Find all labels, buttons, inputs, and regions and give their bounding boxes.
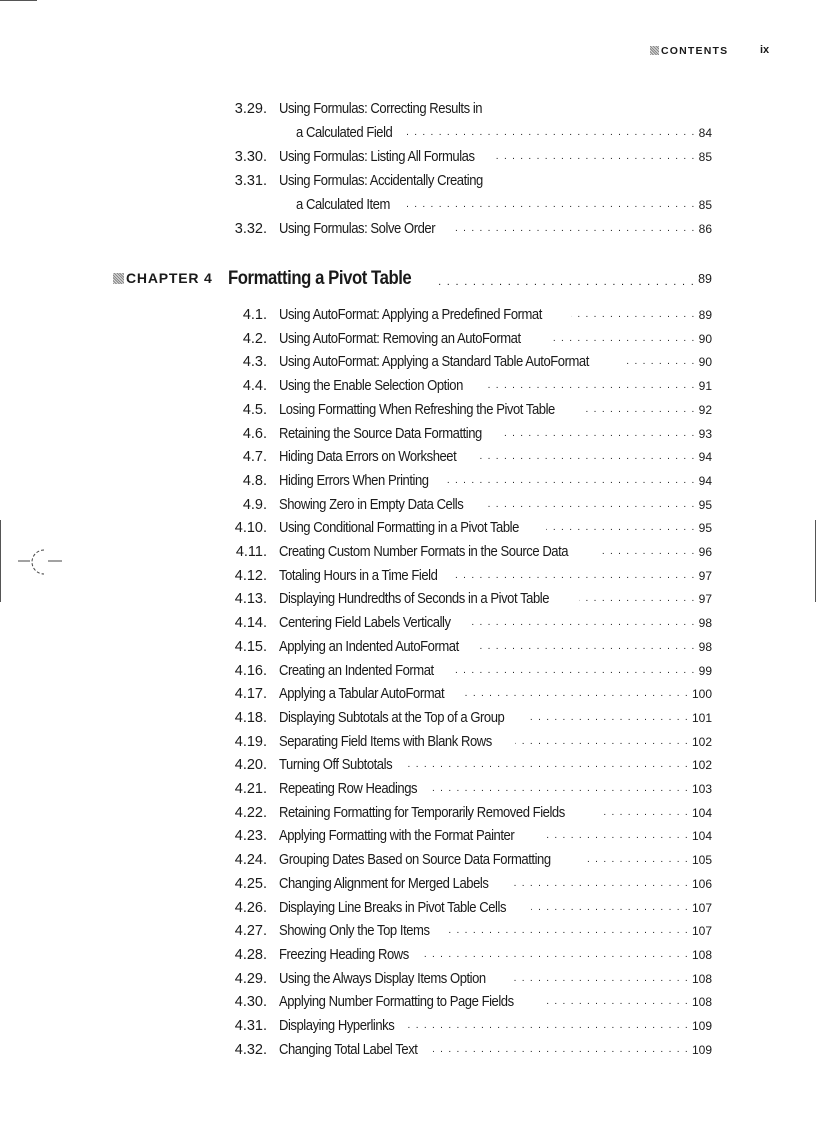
entry-title: Applying a Tabular AutoFormat — [279, 686, 445, 702]
entry-number: 3.30. — [234, 149, 267, 165]
entry-title: Creating an Indented Format — [279, 663, 434, 679]
leader-dots — [407, 1016, 691, 1036]
toc-entry[interactable] — [236, 329, 712, 349]
entry-page-number: 107 — [691, 924, 712, 938]
entry-title: Displaying Line Breaks in Pivot Table Cells — [279, 900, 507, 916]
entry-page-number: 101 — [691, 711, 712, 725]
toc-entry[interactable] — [236, 874, 712, 894]
entry-number: 4.7. — [242, 449, 267, 465]
running-header — [600, 44, 775, 60]
entry-number: 4.27. — [234, 923, 267, 939]
toc-entry[interactable] — [236, 898, 712, 918]
toc-entry[interactable] — [236, 376, 712, 396]
toc-entry[interactable] — [236, 921, 712, 941]
entry-title: Changing Alignment for Merged Labels — [279, 876, 489, 892]
entry-number: 4.23. — [234, 828, 267, 844]
leader-dots — [476, 447, 698, 467]
entry-page-number: 97 — [698, 569, 712, 583]
toc-entry[interactable] — [236, 850, 712, 870]
toc-entry[interactable] — [236, 352, 712, 372]
leader-dots — [463, 684, 691, 704]
chapter-title: Formatting a Pivot Table — [228, 268, 412, 289]
leader-dots — [403, 123, 698, 143]
entry-page-number: 85 — [698, 198, 712, 212]
entry-title: Applying Formatting with the Format Painter — [279, 828, 515, 844]
leader-dots — [445, 471, 697, 491]
entry-number: 4.26. — [234, 900, 267, 916]
leader-dots — [579, 589, 698, 609]
leader-dots — [400, 195, 697, 215]
toc-entry[interactable] — [236, 542, 712, 562]
entry-title: Repeating Row Headings — [279, 781, 418, 797]
entry-page-number: 94 — [698, 474, 712, 488]
entry-number: 4.16. — [234, 663, 267, 679]
entry-title: Losing Formatting When Refreshing the Pivot Table — [279, 402, 555, 418]
entry-number: 4.14. — [234, 615, 267, 631]
leader-dots — [512, 874, 691, 894]
chapter-label-text: CHAPTER 4 — [126, 270, 213, 286]
leader-dots — [484, 495, 698, 515]
toc-entry[interactable] — [236, 969, 712, 989]
entry-number: 4.18. — [234, 710, 267, 726]
entry-page-number: 104 — [691, 829, 712, 843]
leader-dots — [479, 637, 698, 657]
entry-page-number: 97 — [698, 592, 712, 606]
entry-page-number: 108 — [691, 995, 712, 1009]
leader-dots — [436, 266, 697, 292]
entry-number: 4.10. — [234, 520, 267, 536]
entry-number: 4.2. — [242, 331, 267, 347]
toc-entry[interactable] — [236, 637, 712, 657]
entry-page-number: 90 — [698, 355, 712, 369]
entry-title: Showing Only the Top Items — [279, 923, 430, 939]
leader-dots — [455, 566, 698, 586]
toc-entry[interactable] — [236, 732, 712, 752]
leader-dots — [504, 424, 697, 444]
toc-entry[interactable] — [236, 471, 712, 491]
entry-number: 4.31. — [234, 1018, 267, 1034]
entry-title: Showing Zero in Empty Data Cells — [279, 497, 464, 513]
toc-entry[interactable] — [236, 803, 712, 823]
toc-entry[interactable] — [236, 992, 712, 1012]
leader-dots — [548, 329, 698, 349]
entry-title: Creating Custom Number Formats in the Source Data — [279, 544, 569, 560]
entry-number: 4.21. — [234, 781, 267, 797]
toc-entry[interactable] — [236, 779, 712, 799]
entry-number: 4.5. — [242, 402, 267, 418]
leader-dots — [452, 219, 697, 239]
entry-page-number: 108 — [691, 972, 712, 986]
entry-title: Displaying Hyperlinks — [279, 1018, 395, 1034]
entry-title: Displaying Subtotals at the Top of a Group — [279, 710, 505, 726]
leader-dots — [531, 898, 691, 918]
toc-entry[interactable] — [236, 495, 712, 515]
entry-number: 3.29. — [234, 101, 267, 117]
entry-page-number: 106 — [691, 877, 712, 891]
toc-entry[interactable] — [236, 219, 712, 239]
entry-title: Using the Enable Selection Option — [279, 378, 463, 394]
entry-page-number: 98 — [698, 616, 712, 630]
entry-title: Using Formulas: Correcting Results in — [279, 101, 483, 117]
entry-title: Hiding Errors When Printing — [279, 473, 429, 489]
toc-entry[interactable] — [236, 147, 712, 167]
entry-number: 4.20. — [234, 757, 267, 773]
toc-entry[interactable] — [236, 661, 712, 681]
leader-dots — [433, 1040, 691, 1060]
toc-entry[interactable] — [236, 826, 712, 846]
entry-page-number: 94 — [698, 450, 712, 464]
registration-mark-icon — [18, 548, 62, 578]
entry-number: 4.29. — [234, 971, 267, 987]
toc-entry[interactable] — [236, 400, 712, 420]
leader-dots — [483, 376, 697, 396]
leader-dots — [446, 921, 691, 941]
toc-entry[interactable] — [236, 1016, 712, 1036]
entry-number: 4.1. — [242, 307, 267, 323]
leader-dots — [571, 305, 698, 325]
entry-page-number: 102 — [691, 758, 712, 772]
entry-page-number: 103 — [691, 782, 712, 796]
entry-title: Changing Total Label Text — [279, 1042, 418, 1058]
toc-entry[interactable] — [236, 566, 712, 586]
entry-page-number: 99 — [698, 664, 712, 678]
leader-dots — [600, 542, 697, 562]
entry-title: Using Formulas: Solve Order — [279, 221, 436, 237]
entry-number: 4.3. — [242, 354, 267, 370]
leader-dots — [432, 779, 691, 799]
entry-title: Using AutoFormat: Applying a Predefined Format — [279, 307, 542, 323]
leader-dots — [529, 708, 691, 728]
chapter-page-number: 89 — [698, 272, 712, 286]
entry-number: 4.19. — [234, 734, 267, 750]
toc-entry[interactable] — [236, 589, 712, 609]
entry-page-number: 92 — [698, 403, 712, 417]
entry-number: 4.17. — [234, 686, 267, 702]
entry-title: Using AutoFormat: Applying a Standard Table AutoFormat — [279, 354, 589, 370]
leader-dots — [581, 850, 691, 870]
entry-number: 3.31. — [234, 173, 267, 189]
entry-number: 4.25. — [234, 876, 267, 892]
entry-page-number: 95 — [698, 498, 712, 512]
leader-dots — [540, 992, 691, 1012]
entry-number: 4.32. — [234, 1042, 267, 1058]
entry-page-number: 109 — [691, 1019, 712, 1033]
leader-dots — [540, 826, 691, 846]
toc-entry[interactable] — [236, 684, 712, 704]
chapter-title-row[interactable] — [228, 266, 712, 292]
entry-title: Grouping Dates Based on Source Data Formatting — [279, 852, 551, 868]
entry-title: Separating Field Items with Blank Rows — [279, 734, 492, 750]
leader-dots — [451, 661, 698, 681]
entry-page-number: 102 — [691, 735, 712, 749]
entry-page-number: 93 — [698, 427, 712, 441]
chapter-label — [113, 270, 223, 290]
toc-entry[interactable] — [236, 945, 712, 965]
entry-title: Hiding Data Errors on Worksheet — [279, 449, 457, 465]
entry-title: Applying an Indented AutoFormat — [279, 639, 459, 655]
entry-title: Applying Number Formatting to Page Fields — [279, 994, 514, 1010]
entry-number: 4.30. — [234, 994, 267, 1010]
toc-entry[interactable] — [236, 424, 712, 444]
entry-number: 4.6. — [242, 426, 267, 442]
entry-title: a Calculated Item — [296, 197, 390, 213]
crop-mark-left — [0, 520, 1, 602]
entry-number: 4.12. — [234, 568, 267, 584]
entry-number: 4.4. — [242, 378, 267, 394]
entry-number: 4.22. — [234, 805, 267, 821]
leader-dots — [423, 945, 691, 965]
entry-page-number: 104 — [691, 806, 712, 820]
entry-title: Using Formulas: Accidentally Creating — [279, 173, 483, 189]
entry-number: 4.28. — [234, 947, 267, 963]
entry-page-number: 95 — [698, 521, 712, 535]
entry-page-number: 86 — [698, 222, 712, 236]
leader-dots — [597, 803, 691, 823]
entry-page-number: 91 — [698, 379, 712, 393]
entry-page-number: 84 — [698, 126, 712, 140]
entry-page-number: 90 — [698, 332, 712, 346]
toc-entry[interactable] — [236, 171, 712, 191]
leader-dots — [509, 969, 691, 989]
entry-number: 4.8. — [242, 473, 267, 489]
leader-dots — [405, 755, 691, 775]
entry-number: 4.9. — [242, 497, 267, 513]
entry-page-number: 109 — [691, 1043, 712, 1057]
entry-title: Centering Field Labels Vertically — [279, 615, 451, 631]
toc-entry-continuation[interactable] — [236, 123, 712, 143]
leader-dots — [623, 352, 697, 372]
entry-title: Retaining Formatting for Temporarily Removed Fields — [279, 805, 565, 821]
toc-entry[interactable] — [236, 447, 712, 467]
entry-page-number: 96 — [698, 545, 712, 559]
leader-dots — [515, 732, 690, 752]
entry-page-number: 85 — [698, 150, 712, 164]
toc-entry[interactable] — [236, 708, 712, 728]
running-head-text: CONTENTS — [661, 45, 729, 57]
entry-page-number: 108 — [691, 948, 712, 962]
entry-title: a Calculated Field — [296, 125, 393, 141]
toc-entry[interactable] — [236, 613, 712, 633]
toc-entry[interactable] — [236, 518, 712, 538]
entry-title: Using Conditional Formatting in a Pivot Table — [279, 520, 519, 536]
entry-number: 4.13. — [234, 591, 267, 607]
entry-number: 4.11. — [235, 544, 267, 560]
leader-dots — [470, 613, 698, 633]
entry-title: Using AutoFormat: Removing an AutoFormat — [279, 331, 521, 347]
chapter-square-icon — [113, 273, 124, 284]
entry-title: Totaling Hours in a Time Field — [279, 568, 438, 584]
leader-dots — [546, 518, 698, 538]
toc-entry[interactable] — [236, 99, 712, 119]
toc-entry[interactable] — [236, 305, 712, 325]
entry-title: Retaining the Source Data Formatting — [279, 426, 482, 442]
toc-entry[interactable] — [236, 755, 712, 775]
toc-entry[interactable] — [236, 1040, 712, 1060]
entry-title: Turning Off Subtotals — [279, 757, 393, 773]
entry-title: Using Formulas: Listing All Formulas — [279, 149, 475, 165]
entry-page-number: 100 — [691, 687, 712, 701]
leader-dots — [496, 147, 697, 167]
entry-number: 4.15. — [234, 639, 267, 655]
folio-page-number: ix — [760, 44, 770, 56]
entry-number: 3.32. — [234, 221, 267, 237]
entry-title: Displaying Hundredths of Seconds in a Pivot Table — [279, 591, 550, 607]
entry-page-number: 98 — [698, 640, 712, 654]
header-square-icon — [650, 46, 659, 55]
entry-title: Freezing Heading Rows — [279, 947, 409, 963]
entry-page-number: 89 — [698, 308, 712, 322]
entry-title: Using the Always Display Items Option — [279, 971, 486, 987]
entry-number: 4.24. — [234, 852, 267, 868]
entry-page-number: 105 — [691, 853, 712, 867]
toc-entry-continuation[interactable] — [236, 195, 712, 215]
crop-mark-top — [0, 0, 37, 1]
leader-dots — [586, 400, 698, 420]
entry-page-number: 107 — [691, 901, 712, 915]
